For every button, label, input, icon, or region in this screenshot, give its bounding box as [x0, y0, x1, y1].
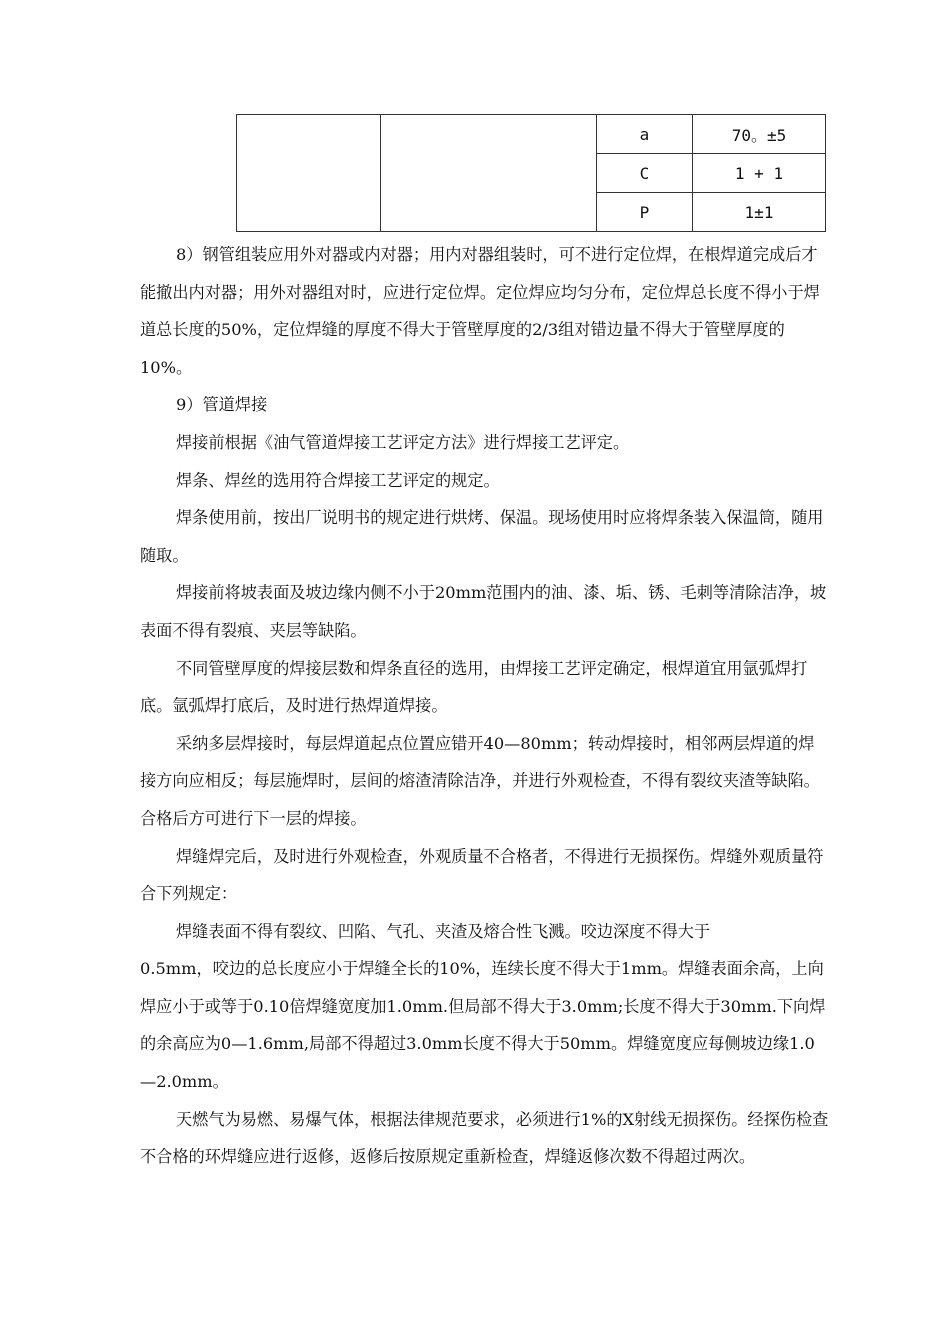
paragraph-visual-inspection: 焊缝焊完后，及时进行外观检查，外观质量不合格者，不得进行无损探伤。焊缝外观质量符合下列规定： [140, 846, 824, 904]
table-cell-empty-1 [237, 115, 381, 232]
paragraph-weld-surface: 焊缝表面不得有裂纹、凹陷、气孔、夹渣及熔合性飞溅。咬边深度不得大于 [176, 921, 711, 941]
paragraph-weld-dimensions: 0.5mm，咬边的总长度应小于焊缝全长的10%，连续长度不得大于1mm。焊缝表面余高，上向焊应小于或等于0.10倍焊缝宽度加1.0mm.但局部不得大于3.0mm;长度不得大于30mm.下向焊的余高应为0—1.6mm,局部不得超过3.0mm长度不得大于50mm。焊缝宽度应每侧坡边缘1.0—2.0mm。 [140, 959, 826, 1092]
table-cell-value: 1±1 [693, 193, 826, 232]
table-cell-empty-2 [381, 115, 597, 232]
paragraph-multilayer-welding: 采纳多层焊接时，每层焊道起点位置应错开40—80mm；转动焊接时，相邻两层焊道的焊接方向应相反；每层施焊时，层间的熔渣清除洁净，并进行外观检查，不得有裂纹夹渣等缺陷。合格后方可进行下一层的焊接。 [140, 733, 820, 828]
paragraph-xray-inspection: 天燃气为易燃、易爆气体，根据法律规范要求，必须进行1%的X射线无损探伤。经探伤检查不合格的环焊缝应进行返修，返修后按原规定重新检查，焊缝返修次数不得超过两次。 [140, 1109, 829, 1167]
paragraph-electrode-selection: 焊条、焊丝的选用符合焊接工艺评定的规定。 [176, 470, 500, 490]
table-cell-param: a [597, 115, 693, 154]
body-text [140, 236, 830, 1176]
table-cell-param: C [597, 154, 693, 193]
paragraph-layer-selection: 不同管壁厚度的焊接层数和焊条直径的选用，由焊接工艺评定确定，根焊道宜用氩弧焊打底。氩弧焊打底后，及时进行热焊道焊接。 [140, 658, 808, 716]
table-row [237, 115, 826, 154]
table-cell-value: 70。±5 [693, 115, 826, 154]
paragraph-electrode-baking: 焊条使用前，按出厂说明书的规定进行烘烤、保温。现场使用时应将焊条装入保温筒，随用随取。 [140, 508, 824, 565]
paragraph-bevel-cleaning: 焊接前将坡表面及坡边缘内侧不小于20mm范围内的油、漆、垢、锈、毛刺等清除洁净，坡表面不得有裂痕、夹层等缺陷。 [140, 583, 827, 640]
table-cell-value: 1 + 1 [693, 154, 826, 193]
spec-table [236, 114, 826, 232]
section-heading-9: 9）管道焊接 [176, 395, 268, 415]
table-cell-param: P [597, 193, 693, 232]
paragraph-8-pipe-assembly: 8）钢管组装应用外对器或内对器；用内对器组装时，可不进行定位焊，在根焊道完成后才能撤出内对器；用外对器组对时，应进行定位焊。定位焊应均匀分布，定位焊总长度不得小于焊道总长度的50%，定位焊缝的厚度不得大于管壁厚度的2/3组对错边量不得大于管壁厚度的10%。 [140, 245, 820, 377]
paragraph-procedure-qualification: 焊接前根据《油气管道焊接工艺评定方法》进行焊接工艺评定。 [176, 432, 630, 452]
